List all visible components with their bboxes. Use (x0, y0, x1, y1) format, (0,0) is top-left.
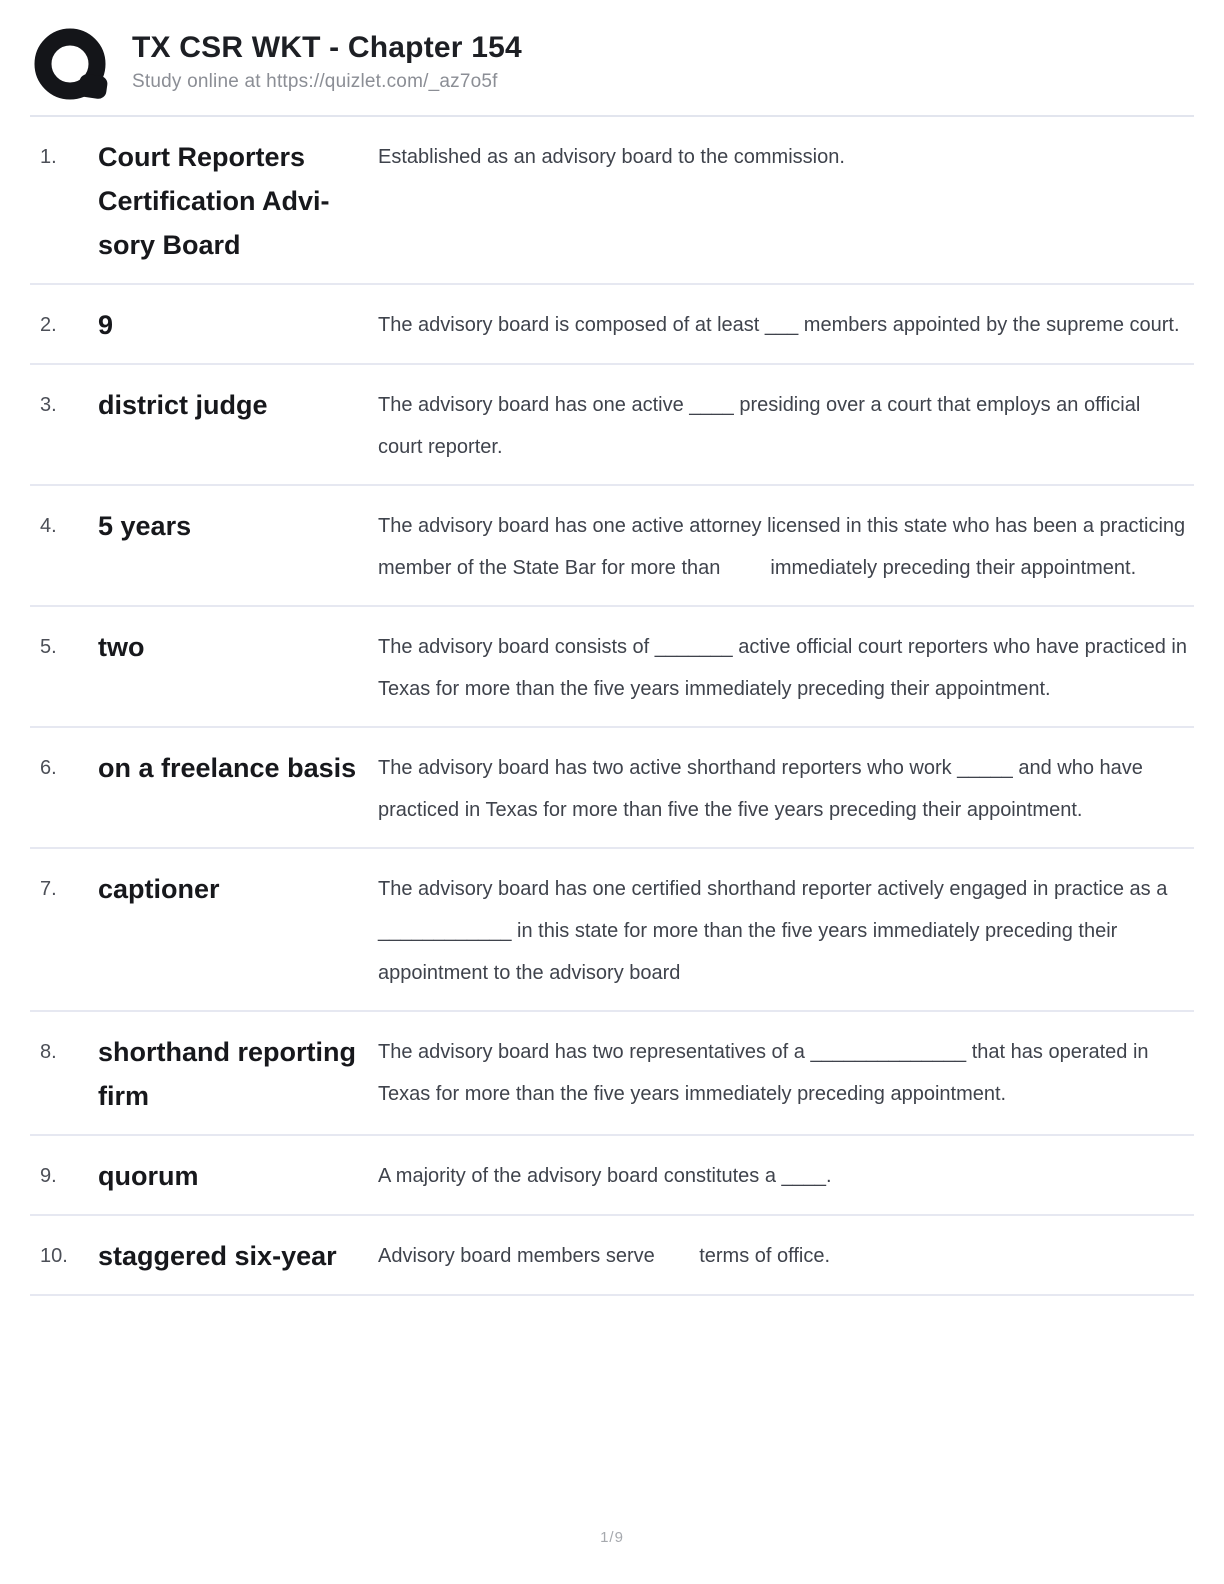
document-page (30, 0, 1194, 1296)
card-row (30, 486, 1194, 607)
card-row (30, 365, 1194, 486)
card-number: 5. (40, 636, 57, 658)
card-row (30, 728, 1194, 849)
page-title: TX CSR WKT - Chapter 154 (132, 31, 522, 64)
definition-text: The advisory board has one certified shorthand reporter actively engaged in practice as a ____________ in this state for more than the five years immediately preceding their appointment to the advisory board (378, 878, 1168, 984)
definition-text: The advisory board has two representatives of a ______________ that has operated in Texas for more than the five years immediately preceding appointment. (378, 1041, 1149, 1105)
card-row (30, 607, 1194, 728)
card-row (30, 1216, 1194, 1296)
quizlet-q-logo-icon (30, 24, 112, 106)
card-number: 10. (40, 1245, 68, 1267)
definition-text: Advisory board members serve terms of office. (378, 1245, 831, 1267)
term-text: on a freelance basis (98, 753, 357, 783)
term-text: two (98, 632, 145, 662)
header (30, 0, 1194, 117)
card-number: 2. (40, 314, 57, 336)
card-row (30, 849, 1194, 1012)
card-number: 4. (40, 515, 57, 537)
card-number: 3. (40, 394, 57, 416)
card-number: 1. (40, 146, 57, 168)
definition-text: The advisory board consists of _______ active official court reporters who have practiced in Texas for more than the five years immediately preceding their appointment. (378, 636, 1187, 700)
card-number: 8. (40, 1041, 57, 1063)
definition-text: A majority of the advisory board constitutes a ____. (378, 1165, 832, 1187)
definition-text: The advisory board has one active attorney licensed in this state who has been a practicing member of the State Bar for more than immediately preceding their appointment. (378, 515, 1186, 579)
term-text: 9 (98, 310, 114, 340)
header-text (132, 24, 522, 93)
card-list (30, 117, 1194, 1296)
card-row (30, 1012, 1194, 1136)
term-text: shorthand reporting firm (98, 1037, 356, 1111)
study-online-link[interactable]: Study online at https://quizlet.com/_az7o5f (132, 71, 498, 92)
page-number: 1/9 (600, 1529, 624, 1546)
term-text: staggered six-year (98, 1241, 337, 1271)
definition-text: The advisory board has two active shorthand reporters who work _____ and who have practiced in Texas for more than five the five years preceding their appointment. (378, 757, 1143, 821)
term-text: district judge (98, 390, 268, 420)
term-text: captioner (98, 874, 220, 904)
definition-text: The advisory board is composed of at least ___ members appointed by the supreme court. (378, 314, 1180, 336)
card-number: 7. (40, 878, 57, 900)
card-number: 6. (40, 757, 57, 779)
card-row (30, 285, 1194, 365)
card-row (30, 1136, 1194, 1216)
term-text: 5 years (98, 511, 192, 541)
definition-text: Established as an advisory board to the commission. (378, 146, 845, 168)
card-number: 9. (40, 1165, 57, 1187)
term-text: quorum (98, 1161, 199, 1191)
card-row (30, 117, 1194, 285)
definition-text: The advisory board has one active ____ presiding over a court that employs an official court reporter. (378, 394, 1141, 458)
term-text: Court Reporters Certification Advisory Board (98, 142, 330, 260)
